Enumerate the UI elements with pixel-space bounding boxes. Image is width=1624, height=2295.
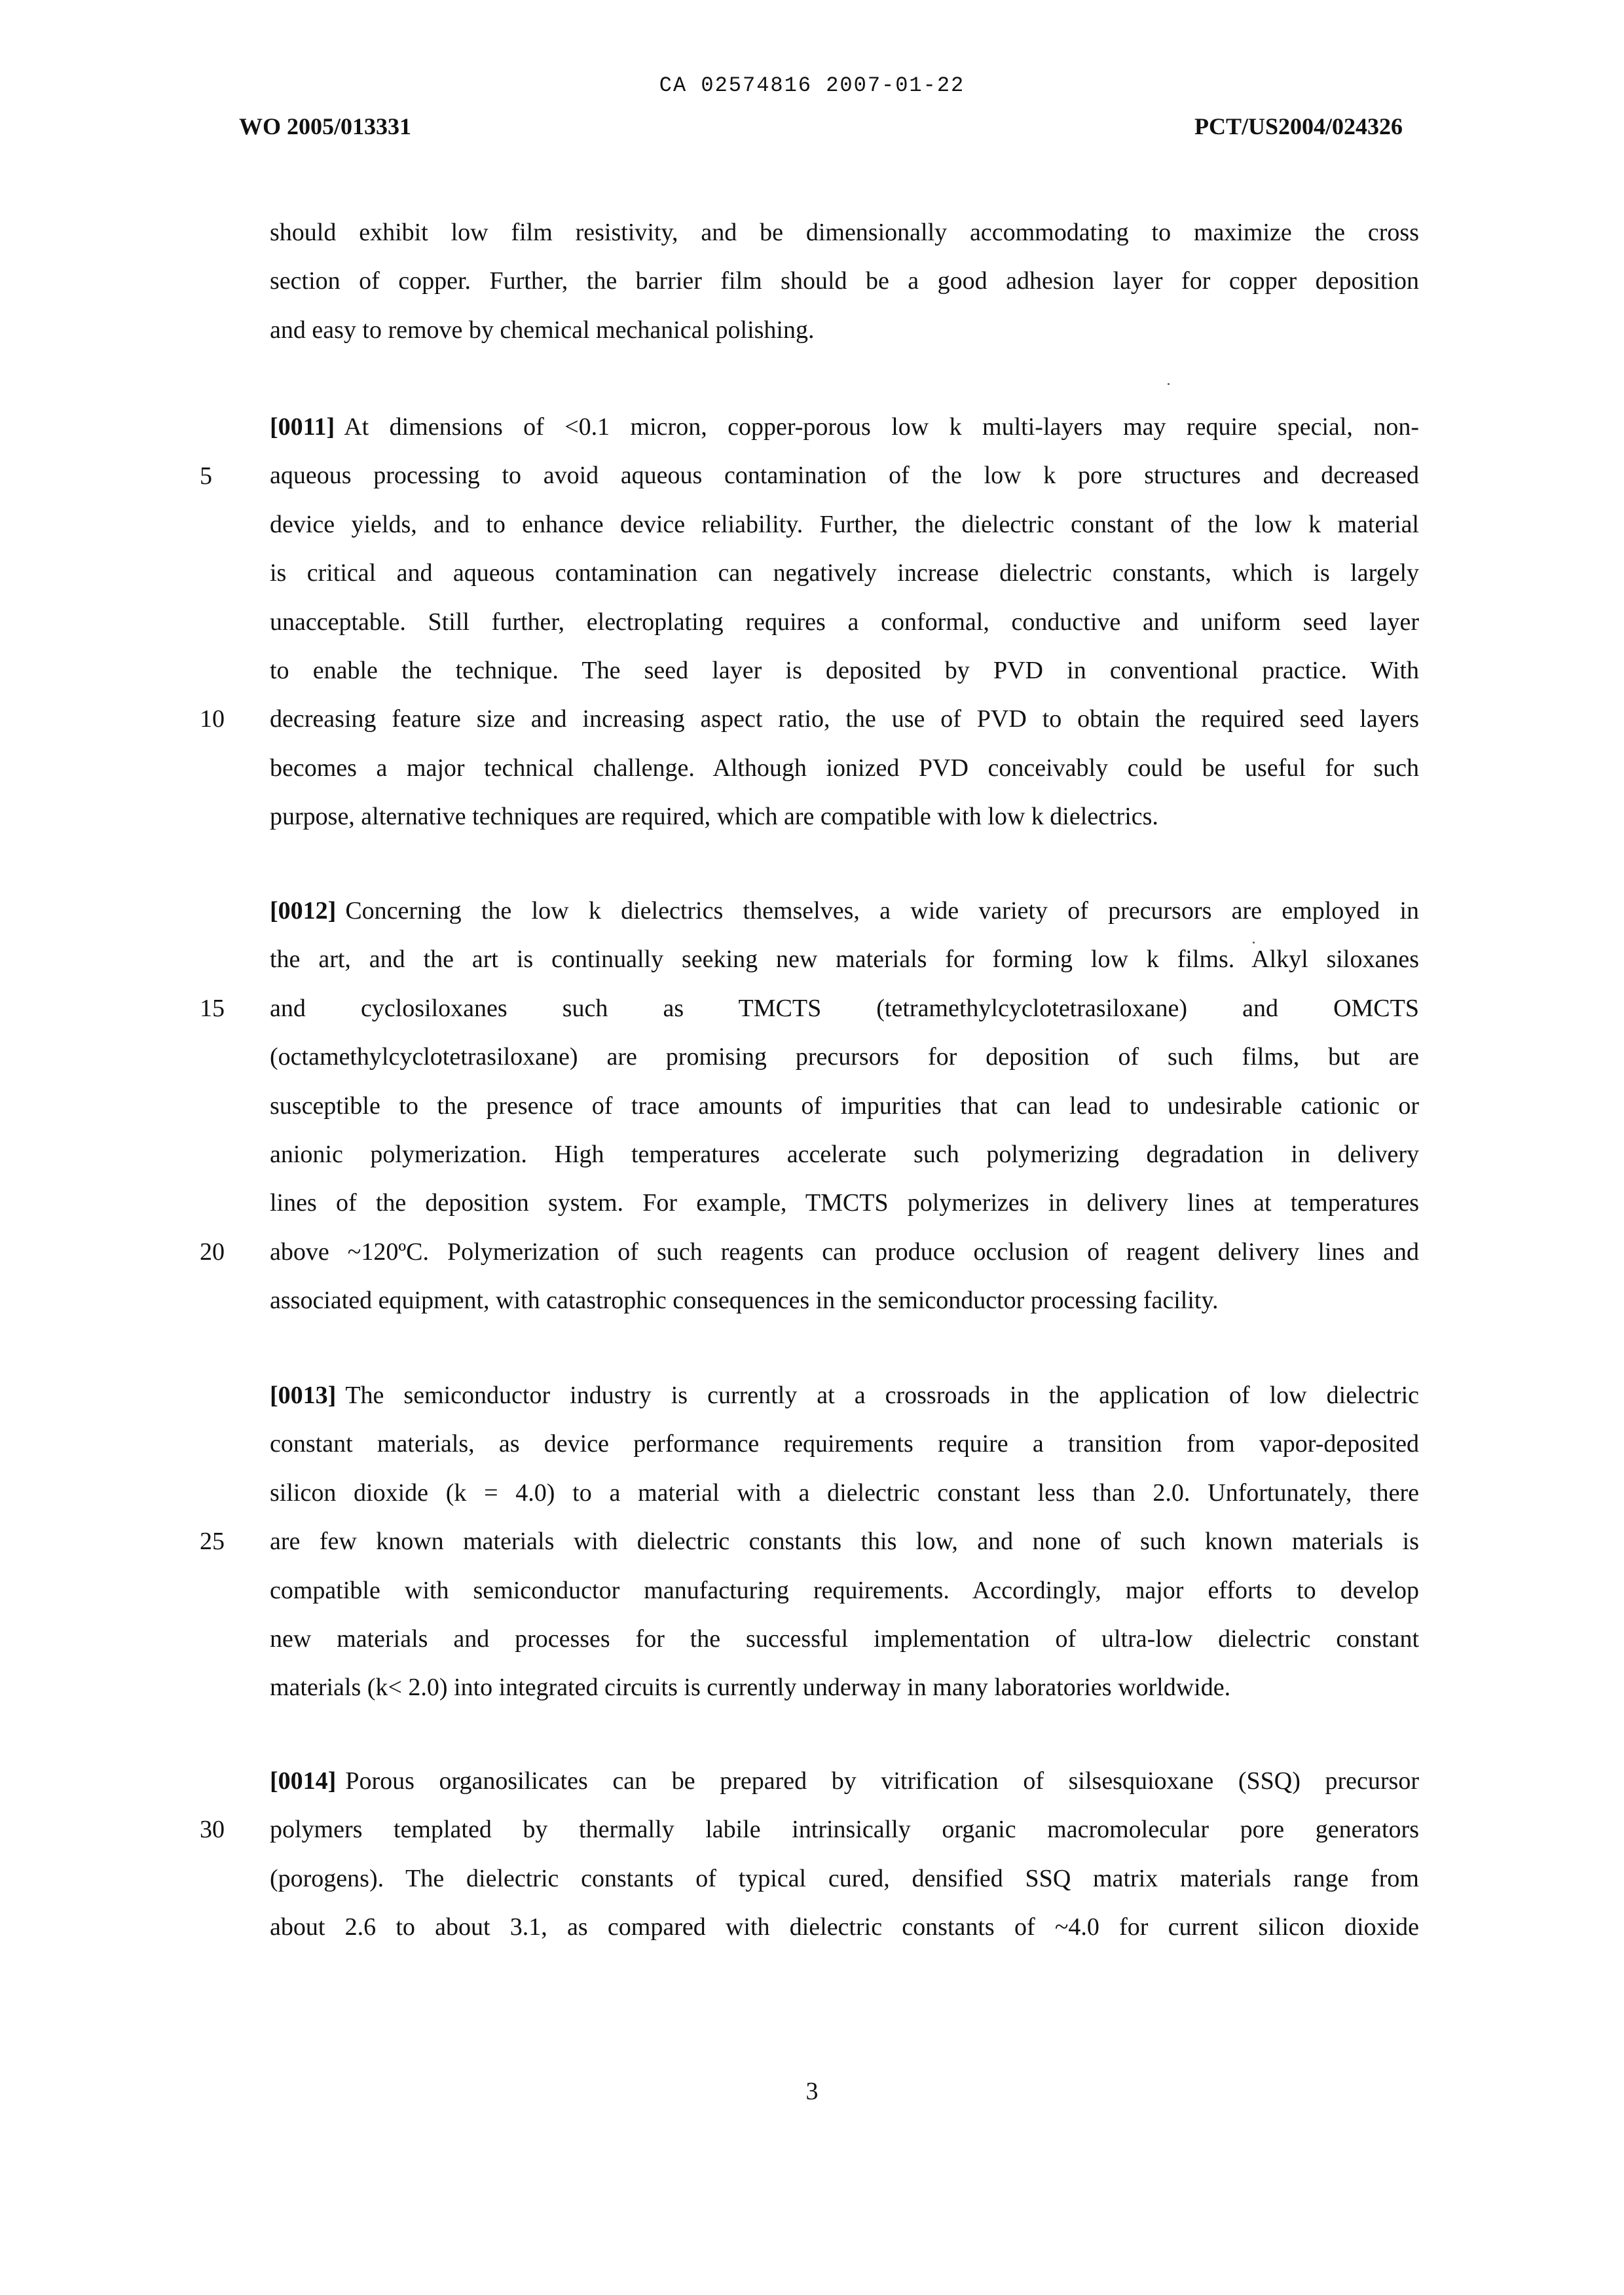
paragraph-0012 (270, 887, 1419, 1325)
text-line: (octamethylcyclotetrasiloxane) are promising precursors for deposition of such films, but are (270, 1043, 1419, 1071)
text-line: [0014] Porous organosilicates can be prepared by vitrification of silsesquioxane (SSQ) precursor (270, 1767, 1419, 1795)
text-line: about 2.6 to about 3.1, as compared with dielectric constants of ~4.0 for current silicon dioxide (270, 1913, 1419, 1941)
text-line: section of copper. Further, the barrier film should be a good adhesion layer for copper deposition (270, 267, 1419, 295)
text-line: compatible with semiconductor manufacturing requirements. Accordingly, major efforts to develop (270, 1576, 1419, 1604)
text-line: unacceptable. Still further, electroplating requires a conformal, conductive and uniform seed layer (270, 608, 1419, 636)
pct-application-number: PCT/US2004/024326 (1194, 113, 1403, 139)
text-line: [0013] The semiconductor industry is currently at a crossroads in the application of low dielectric (270, 1382, 1419, 1409)
text-line: (porogens). The dielectric constants of typical cured, densified SSQ matrix materials range from (270, 1864, 1419, 1892)
text-line: device yields, and to enhance device reliability. Further, the dielectric constant of the low k material (270, 510, 1419, 538)
margin-line-number: 10 (200, 705, 225, 733)
scan-speck (1253, 942, 1255, 944)
text-line: and easy to remove by chemical mechanical polishing. (270, 316, 815, 344)
paragraph-number: [0012] (270, 897, 337, 925)
text-line: new materials and processes for the successful implementation of ultra-low dielectric constant (270, 1625, 1419, 1653)
margin-line-number: 5 (200, 462, 212, 490)
text-line: becomes a major technical challenge. Although ionized PVD conceivably could be useful for such (270, 754, 1419, 782)
paragraph-0013 (270, 1371, 1419, 1712)
ca-filing-header: CA 02574816 2007-01-22 (659, 73, 965, 98)
text-line: polymers templated by thermally labile intrinsically organic macromolecular pore generators (270, 1816, 1419, 1844)
page-number: 3 (805, 2078, 819, 2105)
text-line: should exhibit low film resistivity, and be dimensionally accommodating to maximize the cross (270, 219, 1419, 246)
text-line: decreasing feature size and increasing aspect ratio, the use of PVD to obtain the required seed layers (270, 705, 1419, 733)
text-line: is critical and aqueous contamination can negatively increase dielectric constants, which is largely (270, 559, 1419, 587)
paragraph-number: [0013] (270, 1382, 337, 1409)
text-line: silicon dioxide (k = 4.0) to a material with a dielectric constant less than 2.0. Unfortunately, there (270, 1478, 1419, 1507)
scan-speck (1168, 383, 1170, 385)
text-line: the art, and the art is continually seeking new materials for forming low k films. Alkyl siloxanes (270, 946, 1419, 974)
text-line: purpose, alternative techniques are required, which are compatible with low k dielectrics. (270, 803, 1158, 831)
margin-line-number: 15 (200, 995, 225, 1022)
paragraph-number: [0014] (270, 1767, 337, 1795)
wo-publication-number: WO 2005/013331 (239, 113, 412, 139)
paragraph-0014 (270, 1757, 1419, 1952)
paragraph-0011 (270, 403, 1419, 841)
margin-line-number: 25 (200, 1528, 225, 1555)
text-line: above ~120ºC. Polymerization of such reagents can produce occlusion of reagent delivery lines and (270, 1238, 1419, 1266)
margin-line-number: 20 (200, 1238, 225, 1266)
text-line: associated equipment, with catastrophic consequences in the semiconductor processing facility. (270, 1287, 1219, 1315)
text-line: aqueous processing to avoid aqueous contamination of the low k pore structures and decreased (270, 462, 1419, 490)
text-line: anionic polymerization. High temperatures accelerate such polymerizing degradation in delivery (270, 1140, 1419, 1168)
text-line: susceptible to the presence of trace amounts of impurities that can lead to undesirable cationic or (270, 1092, 1419, 1120)
paragraph-continuation (270, 208, 1419, 354)
text-line: to enable the technique. The seed layer is deposited by PVD in conventional practice. With (270, 656, 1419, 684)
text-line: [0011] At dimensions of <0.1 micron, copper-porous low k multi-layers may require special, non- (270, 413, 1419, 441)
text-line: constant materials, as device performance requirements require a transition from vapor-deposited (270, 1430, 1419, 1458)
text-line: lines of the deposition system. For example, TMCTS polymerizes in delivery lines at temperatures (270, 1189, 1419, 1217)
text-line: and cyclosiloxanes such as TMCTS (tetramethylcyclotetrasiloxane) and OMCTS (270, 994, 1419, 1022)
margin-line-number: 30 (200, 1816, 225, 1843)
text-line: are few known materials with dielectric constants this low, and none of such known materials is (270, 1528, 1419, 1556)
text-line: [0012] Concerning the low k dielectrics themselves, a wide variety of precursors are employed in (270, 897, 1419, 925)
paragraph-number: [0011] (270, 413, 335, 441)
text-line: materials (k< 2.0) into integrated circuits is currently underway in many laboratories worldwide. (270, 1674, 1231, 1702)
